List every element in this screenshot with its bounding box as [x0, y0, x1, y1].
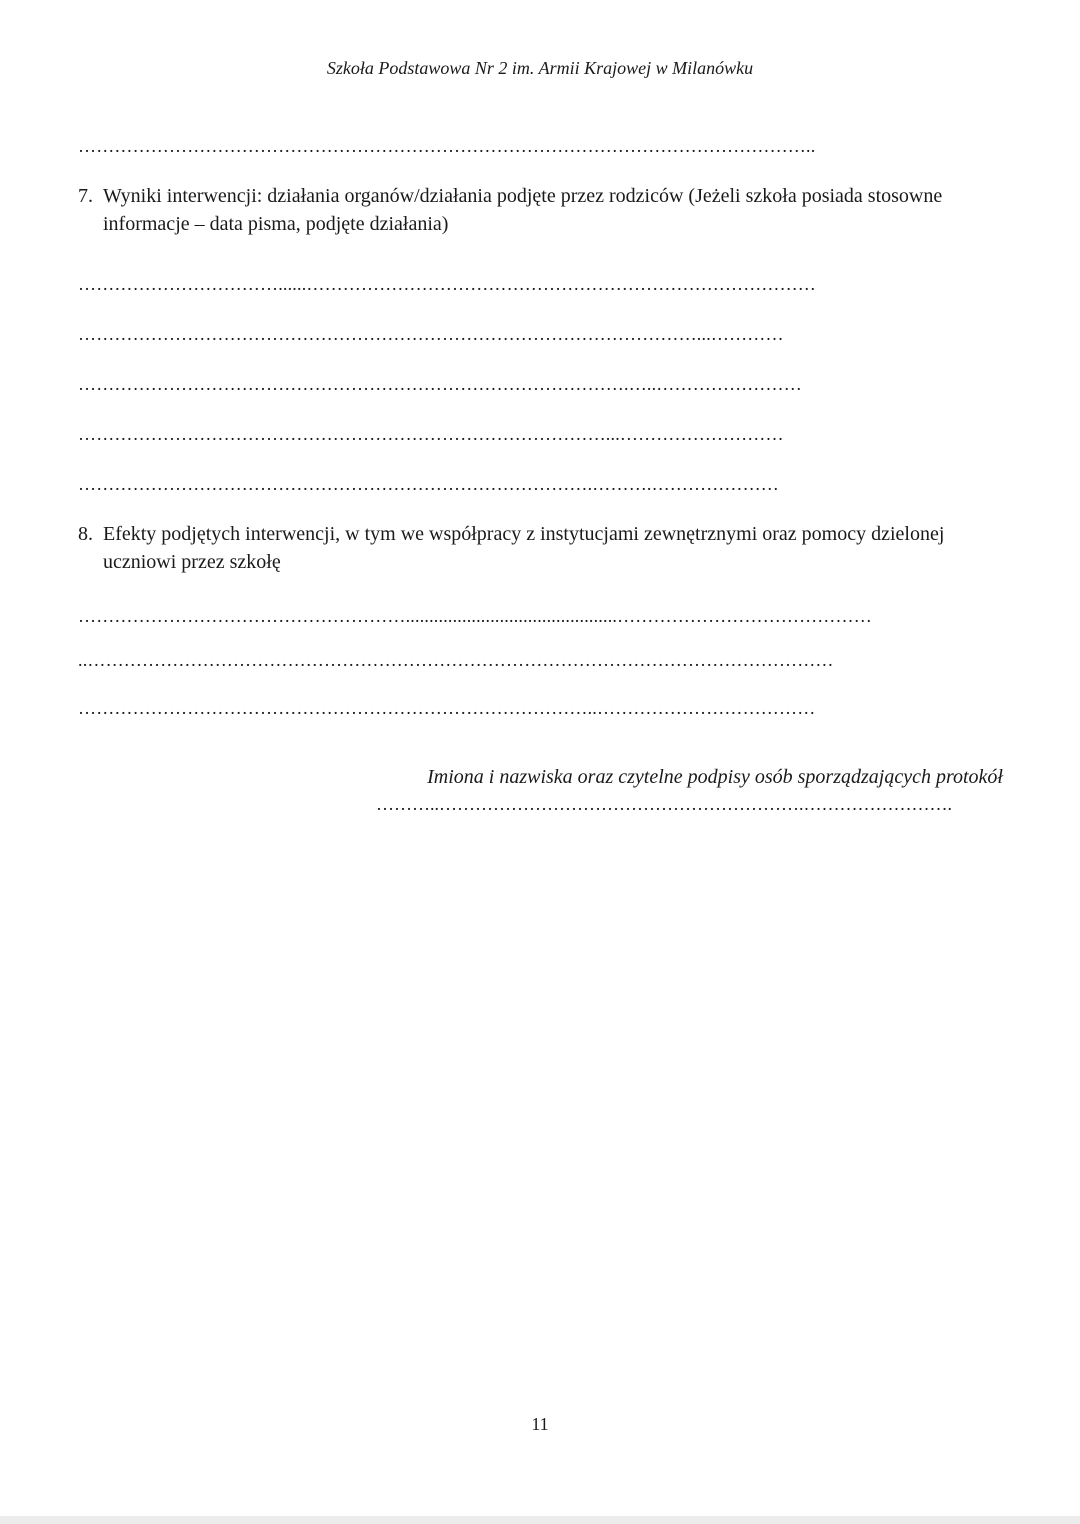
section-8-number: 8. [78, 523, 93, 545]
signature-fill-line: ………..…………………………………………………….……………………. [376, 794, 952, 814]
page-header: Szkoła Podstawowa Nr 2 im. Armii Krajowej w Milanówku [326, 58, 754, 78]
section-7-fill-line-3: ……………………………………………………………………………….…..…………………… [78, 374, 802, 394]
page-bottom-edge [0, 1516, 1080, 1524]
section-8-fill-line-2: ..…………………………………………………………………………………………………………… [78, 650, 834, 670]
fill-line: ………………………………………………………………………………………………………….. [78, 136, 816, 156]
section-8-text: Efekty podjętych interwencji, w tym we współpracy z instytucjami zewnętrznymi oraz pomocy dzielonej uczniowi przez szkołę [103, 523, 945, 573]
section-7-fill-line-4: ……………………………………………………………………………...……………………… [78, 424, 784, 444]
section-7-text: Wyniki interwencji: działania organów/działania podjęte przez rodziców (Jeżeli szkoła posiada stosowne informacje – data pisma, podjęte działania) [103, 185, 943, 235]
section-7-fill-line-2: …………………………………………………………………………………………...………… [78, 324, 784, 344]
section-7-fill-line-1: ……………………………......………………………………………………………………………… [78, 274, 816, 294]
page-number: 11 [531, 1414, 549, 1434]
section-7 [78, 182, 1002, 238]
signature-label: Imiona i nazwiska oraz czytelne podpisy osób sporządzających protokół [427, 766, 1003, 788]
section-7-fill-line-5: ………………………………………………………………………….……….………………… [78, 474, 779, 494]
section-8 [78, 520, 1002, 576]
section-8-fill-line-3: …………………………………………………………………………..……………………………… [78, 698, 816, 718]
section-8-fill-line-1: ……………………………………………….............................................…………………………………… [78, 606, 872, 626]
section-7-number: 7. [78, 185, 93, 207]
